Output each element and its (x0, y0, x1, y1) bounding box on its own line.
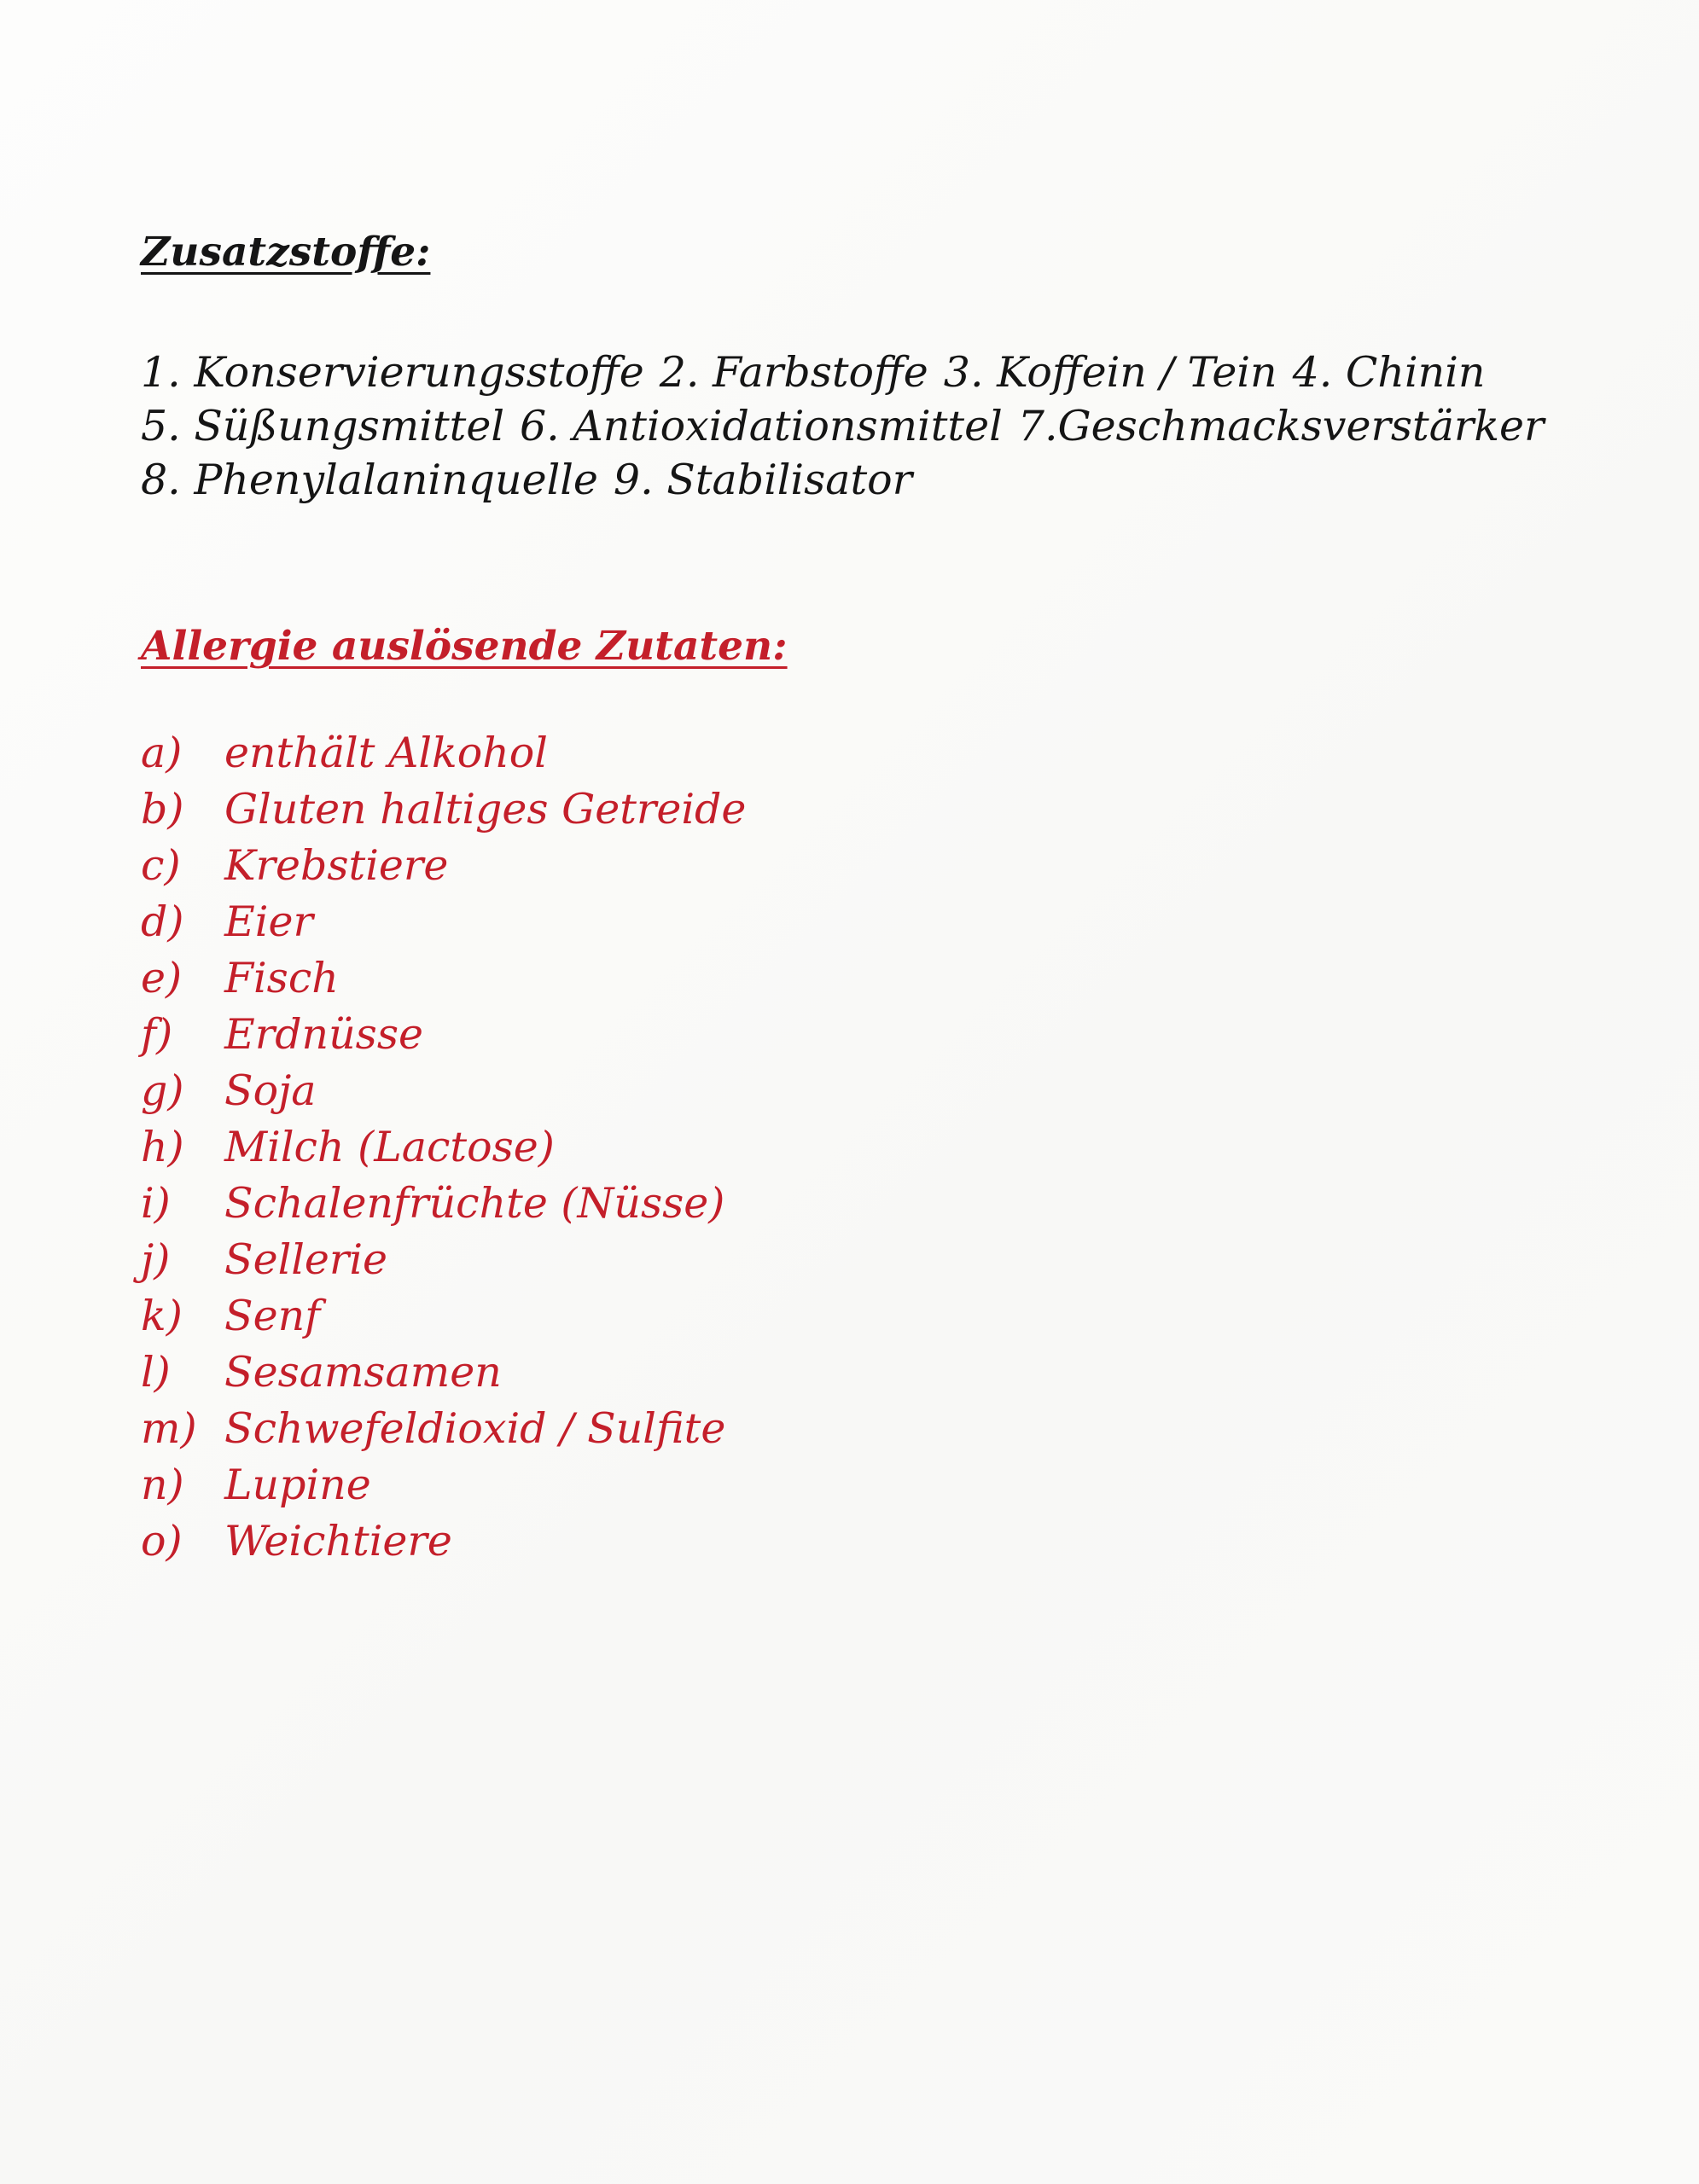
allergen-text: Sesamsamen (224, 1348, 502, 1397)
additives-line (141, 399, 1559, 453)
additive-item: 3. Koffein / Tein (943, 348, 1277, 397)
allergens-heading: Allergie auslösende Zutaten: (141, 623, 788, 670)
allergen-text: Schalenfrüchte (Nüsse) (224, 1179, 725, 1228)
allergen-letter: d) (141, 897, 184, 946)
list-item (141, 894, 746, 950)
allergen-text: Gluten haltiges Getreide (224, 785, 747, 834)
list-item (141, 1401, 746, 1457)
additive-item: 8. Phenylalaninquelle (141, 456, 598, 504)
additives-list (141, 346, 1559, 507)
allergen-letter: h) (141, 1123, 184, 1171)
allergen-text: Erdnüsse (224, 1010, 423, 1059)
allergen-letter: i) (141, 1179, 171, 1228)
allergen-letter: l) (141, 1348, 171, 1397)
allergen-letter: b) (141, 785, 184, 834)
list-item (141, 1176, 746, 1232)
allergen-letter: g) (141, 1066, 184, 1115)
list-item (141, 725, 746, 781)
allergen-text: Milch (Lactose) (224, 1123, 555, 1171)
list-item (141, 1345, 746, 1401)
allergen-letter: n) (141, 1461, 184, 1509)
list-item (141, 1063, 746, 1119)
allergen-text: Eier (224, 897, 313, 946)
additives-line (141, 453, 1559, 507)
list-item (141, 1513, 746, 1570)
allergen-letter: o) (141, 1517, 183, 1565)
additive-item: 6. Antioxidationsmittel (520, 402, 1003, 450)
allergen-text: Krebstiere (224, 841, 449, 890)
allergen-text: Schwefeldioxid / Sulfite (224, 1404, 726, 1453)
additives-heading: Zusatzstoffe: (141, 229, 431, 276)
allergen-letter: m) (141, 1404, 197, 1453)
allergen-text: Soja (224, 1066, 317, 1115)
list-item (141, 1232, 746, 1288)
additive-item: 5. Süßungsmittel (141, 402, 504, 450)
allergens-list (141, 725, 746, 1570)
additive-item: 4. Chinin (1292, 348, 1486, 397)
additive-item: 1. Konservierungsstoffe (141, 348, 644, 397)
allergen-letter: f) (141, 1010, 173, 1059)
additive-item: 2. Farbstoffe (659, 348, 928, 397)
list-item (141, 1119, 746, 1176)
allergen-letter: j) (141, 1235, 171, 1284)
allergen-letter: a) (141, 729, 183, 777)
list-item (141, 838, 746, 894)
list-item (141, 1007, 746, 1063)
allergen-text: Weichtiere (224, 1517, 452, 1565)
list-item (141, 1288, 746, 1345)
additives-line (141, 346, 1559, 399)
additive-item: 7.Geschmacksverstärker (1017, 402, 1545, 450)
list-item (141, 950, 746, 1007)
allergen-text: enthält Alkohol (224, 729, 548, 777)
allergen-letter: e) (141, 954, 183, 1002)
allergen-text: Fisch (224, 954, 339, 1002)
list-item (141, 781, 746, 838)
allergen-text: Lupine (224, 1461, 371, 1509)
allergen-letter: c) (141, 841, 181, 890)
additive-item: 9. Stabilisator (613, 456, 913, 504)
allergen-text: Senf (224, 1292, 321, 1340)
allergen-letter: k) (141, 1292, 183, 1340)
allergen-text: Sellerie (224, 1235, 387, 1284)
list-item (141, 1457, 746, 1513)
